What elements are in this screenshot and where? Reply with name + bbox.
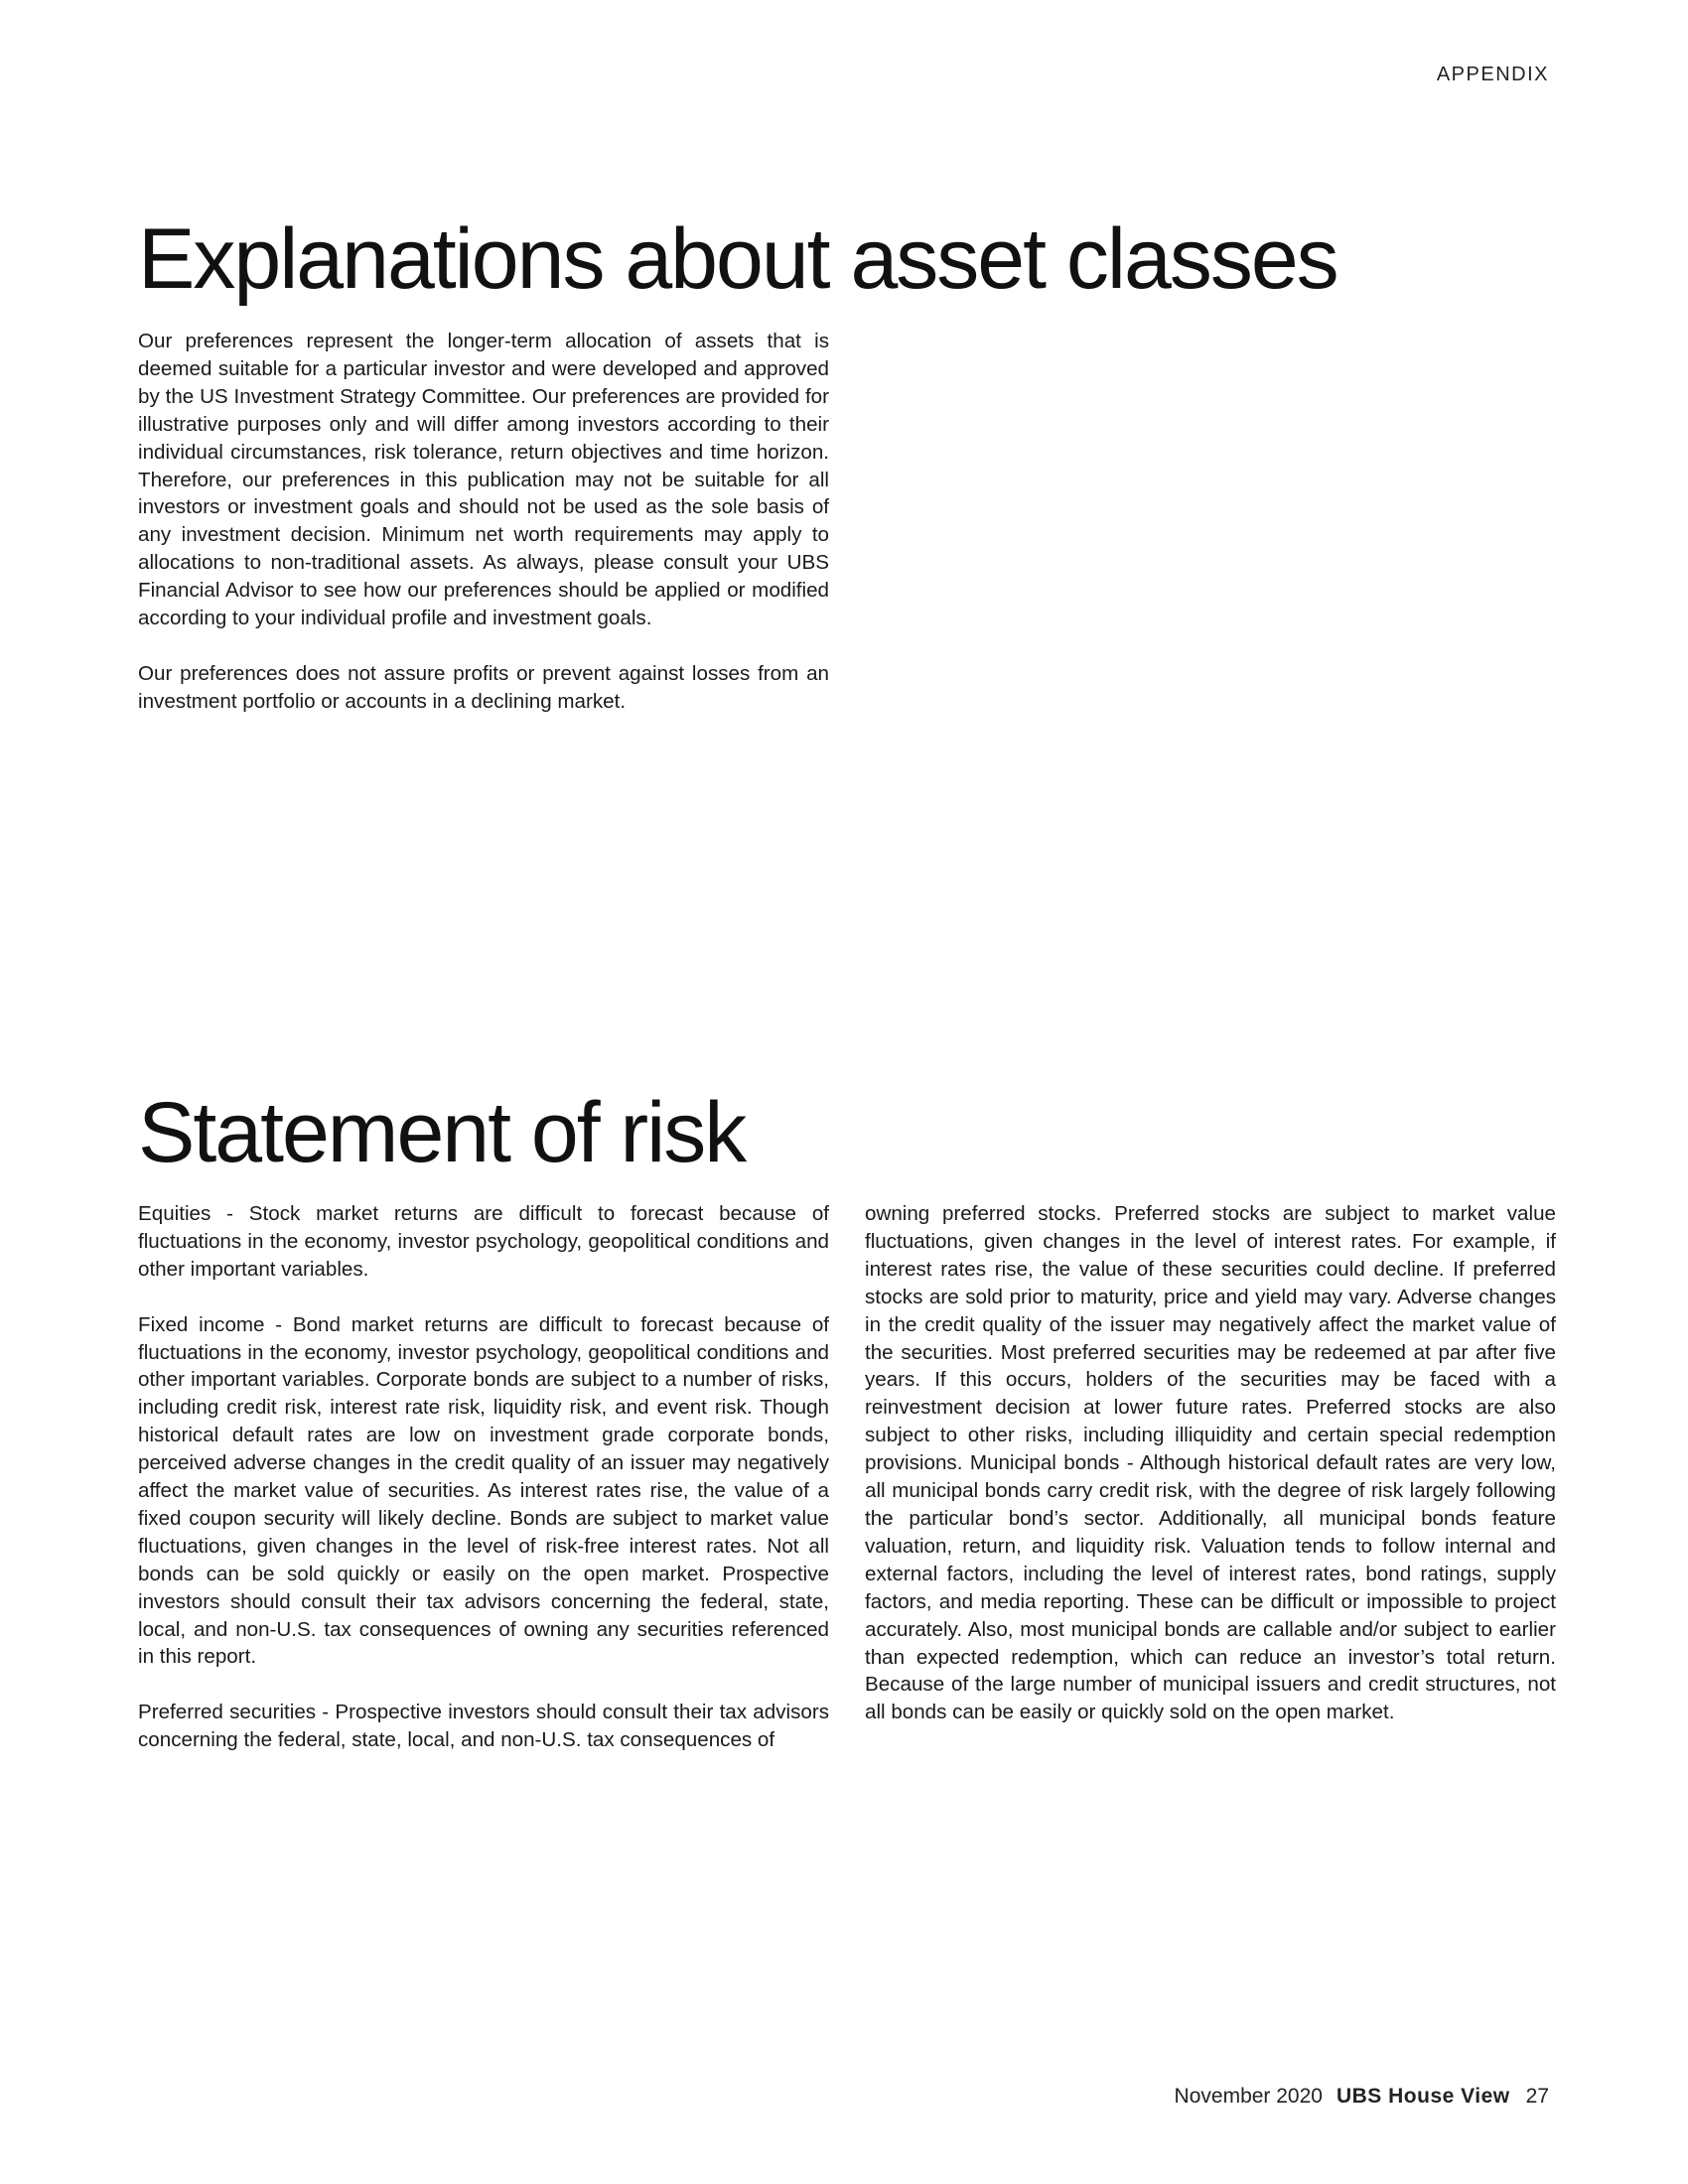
section-title-statement-of-risk: Statement of risk <box>138 1085 746 1180</box>
risk-paragraph-preferred-municipal: owning preferred stocks. Preferred stocks are subject to market value fluctuations, given changes in the level of interest rates. For example, if interest rates rise, the value of these securities could decline. If preferred stocks are sold prior to maturity, price and yield may vary. Adverse changes in the credit quality of the issuer may negatively affect the market value of the securities. Most preferred securities may be redeemed at par after five years. If this occurs, holders of the securities may be faced with a reinvestment decision at lower future rates. Preferred stocks are also subject to other risks, including illiquidity and certain special redemption provisions. Municipal bonds - Although historical default rates are very low, all municipal bonds carry credit risk, with the degree of risk largely following the particular bond’s sector. Additionally, all municipal bonds feature valuation, return, and liquidity risk. Valuation tends to follow internal and external factors, including the level of interest rates, bond ratings, supply factors, and media reporting. These can be difficult or impossible to project accurately. Also, most municipal bonds are callable and/or subject to earlier than expected redemption, which can reduce an investor’s total return. Because of the large number of municipal issuers and credit structures, not all bonds can be easily or quickly sold on the open market. <box>865 1202 1556 1724</box>
footer-date: November 2020 <box>1174 2085 1323 2108</box>
page-footer <box>1175 2085 1549 2109</box>
risk-paragraph-fixed-income: Fixed income - Bond market returns are difficult to forecast because of fluctuations in the economy, investor psychology, geopolitical conditions and other important variables. Corporate bonds are subject to a number of risks, including credit risk, interest rate risk, liquidity risk, and event risk. Though historical default rates are low on investment grade corporate bonds, perceived adverse changes in the credit quality of an issuer may negatively affect the market value of securities. As interest rates rise, the value of a fixed coupon security will likely decline. Bonds are subject to market value fluctuations, given changes in the level of risk-free interest rates. Not all bonds can be sold quickly or easily on the open market. Prospective investors should consult their tax advisors concerning the federal, state, local, and non-U.S. tax consequences of owning any securities referenced in this report. <box>138 1312 829 1669</box>
risk-column-right <box>865 1200 1556 1726</box>
risk-paragraph-preferred-securities: Preferred securities - Prospective investors should consult their tax advisors concerning the federal, state, local, and non-U.S. tax consequences of <box>138 1701 829 1752</box>
page-number: 27 <box>1525 2085 1549 2108</box>
asset-classes-text <box>138 328 829 716</box>
asset-classes-paragraph: Our preferences represent the longer-term allocation of assets that is deemed suitable for a particular investor and were developed and approved by the US Investment Strategy Committee. Our preferences are provided for illustrative purposes only and will differ among investors according to their individual circumstances, risk tolerance, return objectives and time horizon. Therefore, our preferences in this publication may not be suitable for all investors or investment goals and should not be used as the sole basis of any investment decision. Minimum net worth requirements may apply to allocations to non-traditional assets. As always, please consult your UBS Financial Advisor to see how our preferences should be applied or modified according to your individual profile and investment goals. <box>138 330 829 630</box>
risk-column-left <box>138 1200 829 1754</box>
footer-publication: UBS House View <box>1336 2085 1510 2108</box>
page-title-asset-classes: Explanations about asset classes <box>138 211 1337 307</box>
asset-classes-paragraph: Our preferences does not assure profits or prevent against losses from an investment portfolio or accounts in a declining market. <box>138 661 829 713</box>
section-label: APPENDIX <box>1436 64 1549 85</box>
risk-paragraph-equities: Equities - Stock market returns are difficult to forecast because of fluctuations in the economy, investor psychology, geopolitical conditions and other important variables. <box>138 1202 829 1281</box>
